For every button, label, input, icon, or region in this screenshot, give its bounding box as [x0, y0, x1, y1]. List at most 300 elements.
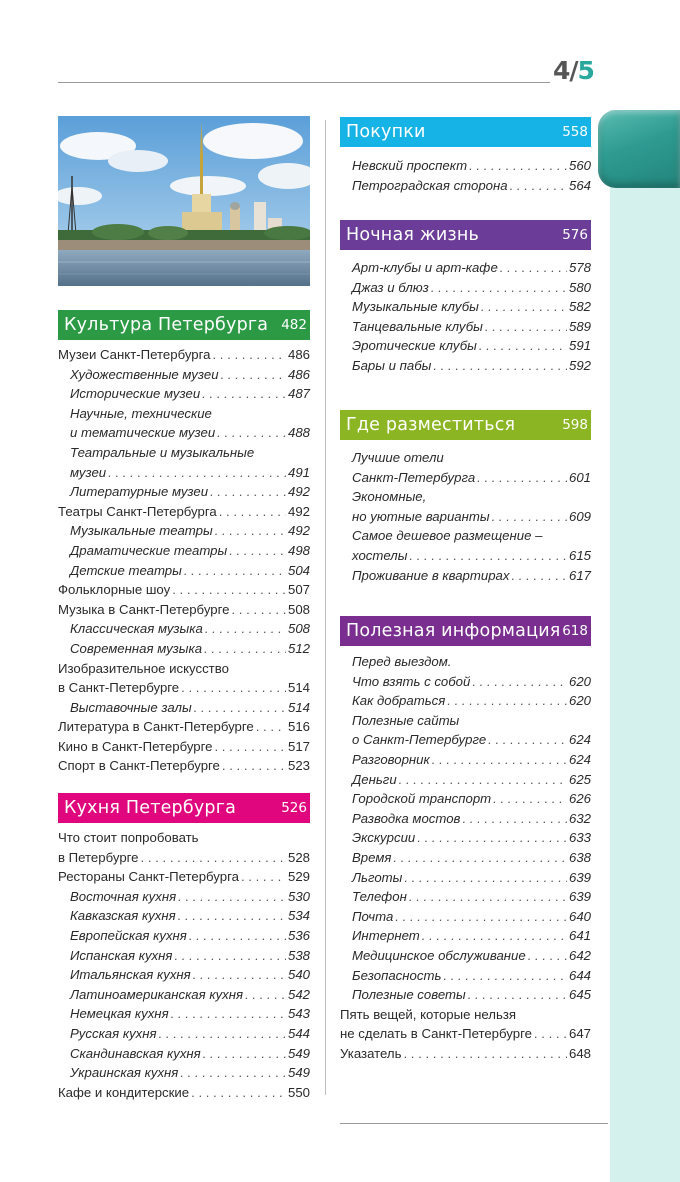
toc-entry-title: Детские театры: [70, 562, 182, 578]
chapter-tab[interactable]: [598, 110, 680, 188]
section-stay-header[interactable]: [340, 410, 591, 440]
toc-entry[interactable]: [340, 926, 591, 946]
toc-entry-line: [70, 561, 310, 581]
toc-entry-line: [70, 482, 310, 502]
toc-entry-line: [70, 521, 310, 541]
toc-entry[interactable]: [58, 561, 310, 581]
toc-entry[interactable]: [58, 659, 310, 698]
dot-leader: [492, 507, 567, 527]
toc-entry[interactable]: [58, 443, 310, 482]
dot-leader: [477, 468, 567, 488]
toc-entry-line: [58, 867, 310, 887]
toc-entry-title: Музыкальные театры: [70, 523, 213, 539]
toc-entry-title: Современная музыка: [70, 640, 203, 656]
toc-entry-line: [352, 887, 591, 907]
toc-entry[interactable]: [340, 566, 591, 586]
section-food-title: Кухня Петербурга: [64, 798, 237, 818]
toc-entry-page: 642: [568, 947, 591, 963]
toc-entry-page: 632: [568, 810, 591, 826]
toc-entry-page: 530: [287, 888, 310, 904]
toc-entry-line: [70, 1024, 310, 1044]
toc-entry-page: 578: [568, 260, 591, 275]
dot-leader: [191, 1083, 286, 1103]
dot-leader: [219, 502, 286, 522]
dot-leader: [493, 789, 567, 809]
toc-entry-line: [352, 691, 591, 711]
toc-entry-line: [70, 1063, 310, 1083]
toc-entry[interactable]: [58, 737, 310, 757]
dot-leader: [511, 566, 567, 586]
toc-entry-line: [70, 1004, 310, 1024]
toc-entry-line: [352, 507, 591, 527]
dot-leader: [399, 770, 567, 790]
toc-entry-title: Интернет: [352, 928, 420, 944]
toc-entry-page: 549: [287, 1045, 310, 1061]
section-culture: [58, 310, 310, 776]
toc-entry[interactable]: [340, 711, 591, 750]
toc-entry-page: 498: [287, 542, 310, 558]
toc-entry-page: 507: [287, 582, 310, 598]
toc-entry-title: Европейская кухня: [70, 927, 187, 943]
toc-entry-line: [70, 619, 310, 639]
top-rule: [58, 82, 550, 83]
toc-entry-title: Русская кухня: [70, 1025, 157, 1041]
dot-leader: [433, 356, 567, 376]
dot-leader: [159, 1024, 286, 1044]
toc-entry[interactable]: [340, 448, 591, 487]
toc-entry-page: 536: [287, 927, 310, 943]
toc-entry-line: [352, 770, 591, 790]
toc-entry[interactable]: [58, 345, 310, 365]
dot-leader: [245, 985, 286, 1005]
section-culture-entries: [58, 345, 310, 776]
toc-entry-line: [352, 278, 591, 298]
toc-entry-page: 620: [568, 673, 591, 689]
toc-entry-line: [352, 730, 591, 750]
toc-entry-line: [352, 156, 591, 176]
toc-entry[interactable]: [58, 541, 310, 561]
toc-entry-line: [352, 789, 591, 809]
toc-entry[interactable]: [58, 1044, 310, 1064]
toc-entry[interactable]: [340, 946, 591, 966]
toc-entry-title: хостелы: [352, 547, 408, 563]
toc-entry-title: Джаз и блюз: [352, 279, 429, 295]
toc-entry[interactable]: [340, 1044, 591, 1064]
toc-entry-title: и тематические музеи: [70, 425, 216, 441]
toc-entry[interactable]: [340, 652, 591, 691]
dot-leader: [479, 336, 567, 356]
dot-leader: [193, 965, 286, 985]
toc-entry-title: Лучшие отели: [352, 450, 444, 465]
toc-entry-page: 589: [568, 318, 591, 334]
toc-entry[interactable]: [340, 828, 591, 848]
dot-leader: [229, 541, 286, 561]
dot-leader: [189, 926, 286, 946]
toc-entry-title: в Петербурге: [58, 849, 139, 865]
toc-entry-title: Музыка в Санкт-Петербурге: [58, 601, 230, 617]
toc-entry-page: 582: [568, 299, 591, 315]
toc-entry-line: [58, 600, 310, 620]
page-number: [553, 56, 594, 85]
toc-entry-title: Спорт в Санкт-Петербурге: [58, 758, 220, 774]
toc-entry-line: [58, 502, 310, 522]
toc-entry-title: Танцевальные клубы: [352, 318, 483, 334]
toc-entry[interactable]: [58, 365, 310, 385]
toc-entry[interactable]: [58, 482, 310, 502]
toc-entry-title: музеи: [70, 464, 107, 480]
toc-entry[interactable]: [340, 848, 591, 868]
toc-entry-page: 615: [568, 547, 591, 563]
toc-entry[interactable]: [340, 356, 591, 376]
toc-entry-line: [352, 907, 591, 927]
toc-entry-page: 486: [287, 366, 310, 382]
dot-leader: [202, 384, 286, 404]
toc-entry[interactable]: [58, 580, 310, 600]
toc-entry[interactable]: [58, 521, 310, 541]
toc-entry-page: 620: [568, 693, 591, 709]
toc-entry[interactable]: [58, 1004, 310, 1024]
toc-entry-line: [70, 541, 310, 561]
dot-leader: [178, 906, 286, 926]
toc-entry-page: 626: [568, 791, 591, 807]
section-nightlife-entries: [340, 258, 591, 376]
toc-entry-page: 508: [287, 621, 310, 637]
dot-leader: [472, 672, 567, 692]
toc-entry-title: Разводка мостов: [352, 810, 461, 826]
dot-leader: [217, 423, 286, 443]
toc-entry-page: 528: [287, 849, 310, 865]
dot-leader: [221, 365, 286, 385]
toc-entry-page: 639: [568, 869, 591, 885]
toc-entry-page: 641: [568, 928, 591, 944]
toc-entry-page: 591: [568, 338, 591, 354]
toc-entry[interactable]: [58, 639, 310, 659]
toc-entry-page: 534: [287, 908, 310, 924]
toc-entry[interactable]: [58, 867, 310, 887]
toc-entry[interactable]: [340, 278, 591, 298]
toc-entry-title: Латиноамериканская кухня: [70, 986, 244, 1002]
dot-leader: [184, 561, 286, 581]
toc-entry-page: 639: [568, 889, 591, 905]
toc-entry[interactable]: [58, 906, 310, 926]
toc-entry-title: Классическая музыка: [70, 621, 203, 637]
toc-entry[interactable]: [58, 887, 310, 907]
toc-entry[interactable]: [340, 789, 591, 809]
section-useful-header[interactable]: [340, 616, 591, 646]
toc-entry-line: [340, 1024, 591, 1044]
dot-leader: [431, 278, 567, 298]
dot-leader: [395, 907, 567, 927]
toc-entry-page: 617: [568, 567, 591, 583]
toc-entry[interactable]: [58, 965, 310, 985]
section-food-header[interactable]: [58, 793, 310, 823]
page-number-main: 4/: [553, 56, 578, 85]
dot-leader: [178, 887, 286, 907]
toc-entry-page: 549: [287, 1065, 310, 1081]
toc-entry[interactable]: [58, 926, 310, 946]
toc-entry[interactable]: [58, 756, 310, 776]
toc-entry[interactable]: [58, 717, 310, 737]
toc-entry-title: Городской транспорт: [352, 791, 492, 807]
toc-entry-line: [352, 468, 591, 488]
toc-entry-title: о Санкт-Петербурге: [352, 732, 487, 748]
toc-entry-line: [58, 1083, 310, 1103]
toc-entry-title: Указатель: [340, 1045, 402, 1061]
toc-entry-page: 648: [568, 1045, 591, 1061]
section-stay: [340, 410, 591, 585]
toc-entry[interactable]: [340, 258, 591, 278]
toc-entry-page: 487: [287, 386, 310, 402]
toc-entry-page: 633: [568, 830, 591, 846]
toc-entry-title: Музеи Санкт-Петербурга: [58, 347, 211, 362]
toc-entry-line: [352, 926, 591, 946]
toc-entry-title: Полезные советы: [352, 987, 466, 1003]
toc-entry[interactable]: [58, 1024, 310, 1044]
toc-entry-page: 592: [568, 357, 591, 373]
toc-entry-page: 601: [568, 469, 591, 485]
section-culture-page: 482: [281, 317, 307, 333]
toc-entry-title: Пять вещей, которые нельзя: [340, 1006, 517, 1022]
toc-entry-title: Изобразительное искусство: [58, 660, 229, 676]
toc-entry[interactable]: [340, 907, 591, 927]
dot-leader: [210, 482, 286, 502]
section-culture-header[interactable]: [58, 310, 310, 340]
toc-entry-title: Кино в Санкт-Петербурге: [58, 738, 213, 754]
toc-entry-line: [70, 365, 310, 385]
toc-entry[interactable]: [58, 384, 310, 404]
dot-leader: [488, 730, 567, 750]
toc-entry-line: [352, 828, 591, 848]
toc-entry[interactable]: [58, 619, 310, 639]
dot-leader: [222, 756, 286, 776]
section-food: [58, 793, 310, 1102]
toc-entry-line: [352, 809, 591, 829]
toc-entry-line: [352, 546, 591, 566]
photo-illustration: [58, 116, 310, 286]
toc-entry[interactable]: [340, 156, 591, 176]
section-stay-page: 598: [562, 417, 588, 433]
toc-entry-line: [58, 678, 310, 698]
dot-leader: [534, 1024, 567, 1044]
dot-leader: [393, 848, 567, 868]
dot-leader: [432, 750, 567, 770]
dot-leader: [462, 809, 567, 829]
toc-entry[interactable]: [340, 809, 591, 829]
toc-entry[interactable]: [58, 1063, 310, 1083]
toc-entry-title: Испанская кухня: [70, 947, 173, 963]
toc-entry[interactable]: [58, 502, 310, 522]
toc-entry-page: 517: [287, 738, 310, 754]
toc-entry[interactable]: [340, 176, 591, 196]
toc-entry-page: 542: [287, 986, 310, 1002]
toc-entry-title: Музыкальные клубы: [352, 299, 479, 315]
toc-entry-title: не сделать в Санкт-Петербурге: [340, 1026, 532, 1042]
dot-leader: [204, 639, 286, 659]
dot-leader: [256, 717, 286, 737]
toc-entry[interactable]: [340, 985, 591, 1005]
section-shopping: [340, 117, 591, 195]
section-useful-page: 618: [562, 623, 588, 639]
toc-entry-title: Что взять с собой: [352, 673, 471, 689]
section-shopping-title: Покупки: [346, 122, 426, 142]
toc-entry[interactable]: [340, 887, 591, 907]
dot-leader: [215, 521, 286, 541]
section-stay-title: Где разместиться: [346, 415, 516, 435]
section-shopping-header[interactable]: [340, 117, 591, 147]
section-stay-entries: [340, 448, 591, 585]
toc-entry-page: 638: [568, 849, 591, 865]
toc-entry-line: [58, 580, 310, 600]
toc-entry-title: Петроградская сторона: [352, 177, 508, 193]
toc-entry-title: Итальянская кухня: [70, 967, 191, 983]
section-useful-title: Полезная информация: [346, 621, 561, 641]
toc-entry-line: [352, 946, 591, 966]
toc-entry-line: [70, 384, 310, 404]
dot-leader: [468, 985, 567, 1005]
dot-leader: [180, 1063, 286, 1083]
toc-entry-title: в Санкт-Петербурге: [58, 680, 180, 696]
toc-entry-title: но уютные варианты: [352, 508, 490, 524]
toc-entry-page: 644: [568, 967, 591, 983]
toc-entry-title: Литературные музеи: [70, 484, 209, 500]
toc-entry-page: 625: [568, 771, 591, 787]
toc-entry[interactable]: [340, 487, 591, 526]
toc-entry-page: 564: [568, 177, 591, 193]
toc-entry-title: Украинская кухня: [70, 1065, 179, 1081]
toc-entry-line: [70, 423, 310, 443]
toc-entry-line: [70, 887, 310, 907]
toc-entry-title: Полезные сайты: [352, 712, 460, 728]
toc-entry[interactable]: [340, 966, 591, 986]
section-nightlife: [340, 220, 591, 376]
toc-entry-page: 529: [287, 869, 310, 885]
toc-entry-page: 492: [287, 503, 310, 519]
toc-entry-line: [70, 985, 310, 1005]
toc-entry-title: Льготы: [352, 869, 403, 885]
dot-leader: [447, 691, 567, 711]
toc-entry-page: 538: [287, 947, 310, 963]
toc-entry[interactable]: [340, 526, 591, 565]
section-shopping-page: 558: [562, 124, 588, 140]
toc-entry-line: [352, 356, 591, 376]
toc-entry-title: Театры Санкт-Петербурга: [58, 503, 217, 519]
section-food-page: 526: [281, 800, 307, 816]
toc-entry-page: 523: [287, 758, 310, 774]
toc-entry-title: Безопасность: [352, 967, 442, 983]
toc-entry-title: Арт-клубы и арт-кафе: [352, 260, 498, 275]
toc-entry-line: [352, 672, 591, 692]
toc-entry-line: [352, 848, 591, 868]
dot-leader: [404, 868, 567, 888]
section-nightlife-page: 576: [562, 227, 588, 243]
toc-entry-title: Театральные и музыкальные: [70, 444, 255, 460]
toc-entry-title: Художественные музеи: [70, 366, 219, 382]
toc-entry-page: 508: [287, 601, 310, 617]
dot-leader: [409, 887, 567, 907]
toc-entry[interactable]: [58, 1083, 310, 1103]
toc-entry-line: [70, 906, 310, 926]
toc-entry-title: Скандинавская кухня: [70, 1045, 201, 1061]
toc-entry-line: [58, 848, 310, 868]
toc-entry-title: Экскурсии: [352, 830, 416, 846]
toc-entry[interactable]: [340, 750, 591, 770]
toc-entry-title: Рестораны Санкт-Петербурга: [58, 869, 239, 885]
toc-entry-title: Кавказская кухня: [70, 908, 176, 924]
toc-entry-title: Выставочные залы: [70, 699, 192, 715]
toc-entry[interactable]: [340, 336, 591, 356]
dot-leader: [417, 828, 567, 848]
toc-entry-title: Проживание в квартирах: [352, 567, 510, 583]
section-useful-entries: [340, 652, 591, 1063]
toc-entry-title: Научные, технические: [70, 405, 212, 421]
toc-entry-page: 647: [568, 1026, 591, 1042]
toc-entry-line: [352, 868, 591, 888]
toc-entry-line: [352, 566, 591, 586]
toc-entry-title: Кафе и кондитерские: [58, 1084, 190, 1100]
toc-entry-title: Литература в Санкт-Петербурге: [58, 719, 254, 735]
toc-entry-line: [70, 698, 310, 718]
toc-entry[interactable]: [340, 770, 591, 790]
toc-entry-line: [70, 1044, 310, 1064]
toc-entry-page: 543: [287, 1006, 310, 1022]
toc-entry-title: Как добраться: [352, 693, 446, 709]
section-food-entries: [58, 828, 310, 1102]
toc-entry-line: [58, 737, 310, 757]
toc-entry-title: Исторические музеи: [70, 386, 201, 402]
toc-entry[interactable]: [58, 946, 310, 966]
toc-entry-page: 580: [568, 279, 591, 295]
dot-leader: [485, 317, 567, 337]
section-culture-title: Культура Петербурга: [64, 315, 269, 335]
toc-entry-page: 492: [287, 523, 310, 539]
toc-entry[interactable]: [340, 297, 591, 317]
section-nightlife-header[interactable]: [340, 220, 591, 250]
toc-entry[interactable]: [340, 868, 591, 888]
toc-entry[interactable]: [340, 317, 591, 337]
dot-leader: [212, 345, 286, 365]
toc-entry-title: Разговорник: [352, 751, 430, 767]
toc-entry-page: 640: [568, 908, 591, 924]
toc-entry-line: [70, 463, 310, 483]
dot-leader: [214, 737, 286, 757]
dot-leader: [174, 946, 286, 966]
toc-entry-title: Время: [352, 849, 392, 865]
toc-entry-page: 540: [287, 967, 310, 983]
toc-entry[interactable]: [58, 828, 310, 867]
toc-entry-page: 624: [568, 732, 591, 748]
toc-entry-page: 516: [287, 719, 310, 735]
toc-entry[interactable]: [340, 691, 591, 711]
toc-entry[interactable]: [58, 600, 310, 620]
peter-paul-fortress-photo: [58, 116, 310, 286]
toc-entry-page: 488: [287, 425, 310, 441]
toc-entry-line: [58, 756, 310, 776]
toc-entry[interactable]: [58, 698, 310, 718]
toc-entry-line: [352, 336, 591, 356]
toc-entry-title: Перед выездом.: [352, 654, 452, 669]
toc-entry-line: [352, 750, 591, 770]
toc-entry[interactable]: [58, 985, 310, 1005]
toc-entry[interactable]: [58, 404, 310, 443]
dot-leader: [231, 600, 286, 620]
dot-leader: [528, 946, 567, 966]
toc-entry-title: Невский проспект: [352, 158, 468, 173]
toc-entry-title: Что стоит попробовать: [58, 830, 199, 845]
toc-entry[interactable]: [340, 1005, 591, 1044]
dot-leader: [443, 966, 567, 986]
dot-leader: [205, 619, 286, 639]
toc-entry-page: 486: [287, 347, 310, 362]
